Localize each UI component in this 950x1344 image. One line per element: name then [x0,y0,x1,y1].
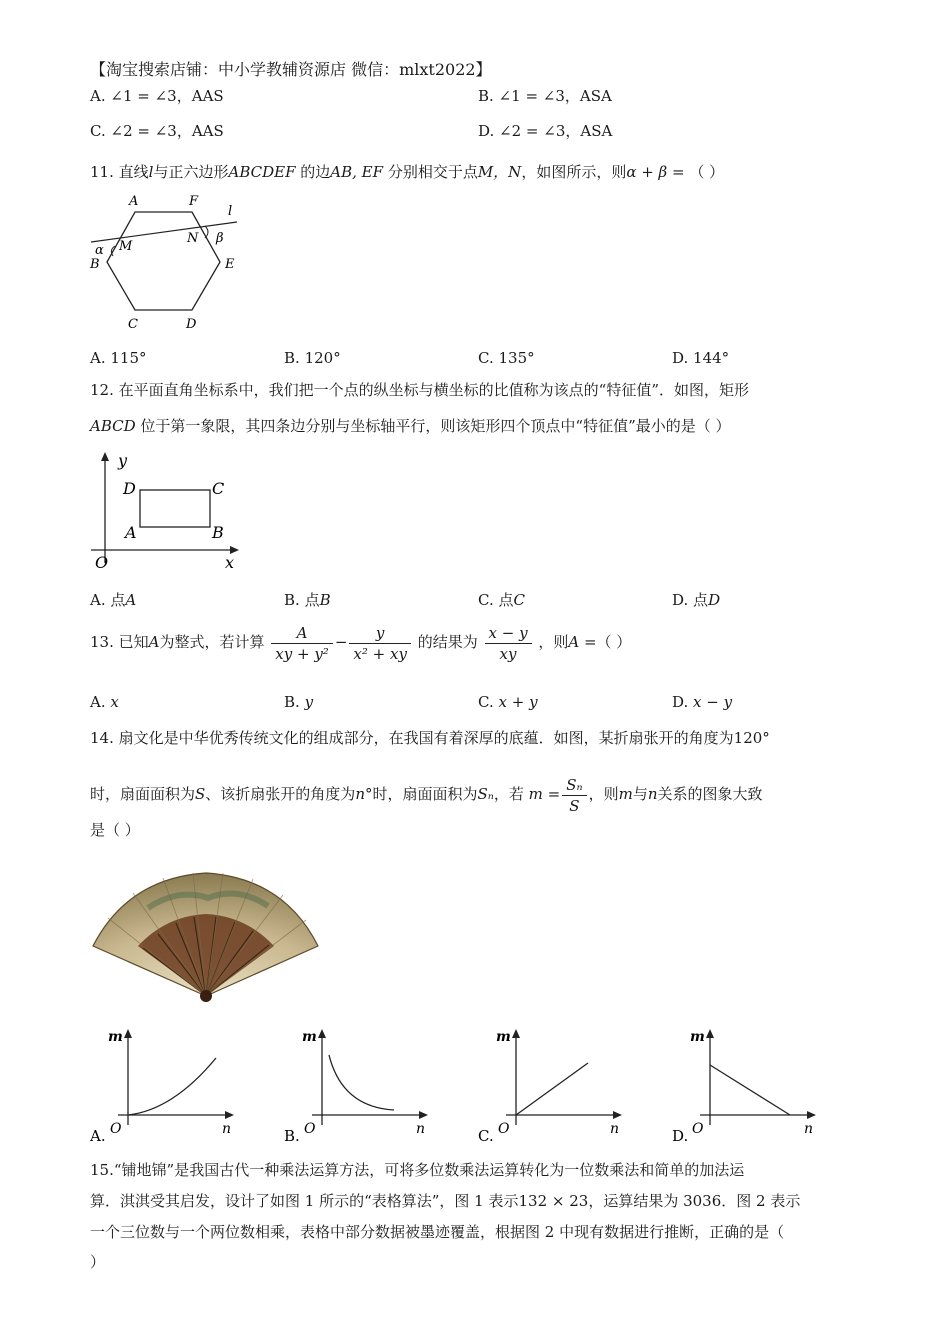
line-decreasing [710,1065,790,1115]
q12-option-c[interactable]: C. 点C [478,591,525,609]
q14-stem-line2: 时，扇面面积为S、该折扇张开的角度为n°时，扇面面积为Sₙ，若 m = $\frac{\text{Sₙ}}{S}$ ，则m与n关系的图象大致 [90,775,763,815]
svg-text:O: O [304,1121,316,1137]
q14-option-c-label: C. [478,1127,494,1145]
q14-stem-line3: 是（ ） [90,821,140,839]
q10-option-a[interactable]: A. ∠1 = ∠3，AAS [90,87,224,105]
label-beta: β [216,231,224,246]
label-alpha: α [95,243,104,258]
q14-graph-d[interactable] [670,1025,820,1145]
svg-text:n: n [804,1121,814,1137]
svg-text:m: m [496,1029,511,1045]
q11-stem: 11. 直线l与正六边形ABCDEF 的边AB, EF 分别相交于点M，N，如图所示，则α + β = （ ） [90,163,725,181]
q11-option-d[interactable]: D. 144° [672,349,730,367]
q10-option-c[interactable]: C. ∠2 = ∠3，AAS [90,122,224,140]
svg-text:n: n [222,1121,232,1137]
q13-stem: 13. 已知A为整式，若计算 $\frac{A}{\text{xy + y²}}$ − $\frac{y}{\text{x² + xy}}$ 的结果为 $\frac{x - y}{xy}$ ，则A =（ ） [90,623,632,663]
q11-option-b[interactable]: B. 120° [284,349,341,367]
label-A: A [129,194,139,209]
svg-text:n: n [416,1121,426,1137]
label-B: B [212,523,224,542]
label-A: A [125,523,137,542]
q15-stem-line3: 一个三位数与一个两位数相乘，表格中部分数据被墨迹覆盖，根据图 2 中现有数据进行推断，正确的是（ [90,1223,785,1241]
label-C: C [212,479,225,498]
q12-stem-line2: ABCD 位于第一象限，其四条边分别与坐标轴平行，则该矩形四个顶点中“特征值”最小的是（ ） [90,417,731,435]
q13-fraction-3: $\frac{x - y}{xy}$ [485,623,532,664]
label-l: l [228,204,233,219]
label-C: C [128,317,138,332]
label-x: x [225,553,235,572]
label-E: E [225,257,235,272]
q12-stem-line1: 12. 在平面直角坐标系中，我们把一个点的纵坐标与横坐标的比值称为该点的“特征值”．如图，矩形 [90,381,749,399]
q14-stem-line1: 14. 扇文化是中华优秀传统文化的组成部分，在我国有着深厚的底蕴．如图，某折扇张开的角度为120° [90,729,770,747]
q13-option-a[interactable]: A. x [90,693,119,711]
q13-option-c[interactable]: C. x + y [478,693,538,711]
q14-option-a-label: A. [90,1127,106,1145]
q10-option-d[interactable]: D. ∠2 = ∠3，ASA [478,122,613,140]
line-increasing [516,1063,588,1115]
label-D: D [186,317,197,332]
svg-text:O: O [498,1121,510,1137]
svg-text:m: m [108,1029,123,1045]
q12-option-b[interactable]: B. 点B [284,591,331,609]
svg-text:m: m [302,1029,317,1045]
q12-coordinate-figure [85,448,250,578]
q14-graph-b[interactable] [282,1025,432,1145]
q10-option-b[interactable]: B. ∠1 = ∠3，ASA [478,87,612,105]
curve-decreasing [329,1055,394,1110]
q11-option-c[interactable]: C. 135° [478,349,535,367]
q14-option-b-label: B. [284,1127,300,1145]
label-N: N [187,231,199,246]
q11-option-a[interactable]: A. 115° [90,349,147,367]
label-y: y [118,451,128,470]
q13-option-d[interactable]: D. x − y [672,693,733,711]
curve-convex-up [128,1058,216,1115]
svg-text:m: m [690,1029,705,1045]
svg-text:O: O [110,1121,122,1137]
q13-fraction-1: $\frac{A}{\text{xy + y²}}$ [271,623,333,664]
label-O: O [95,553,109,572]
q15-stem-line4: ） [90,1253,106,1271]
y-axis-arrow [101,452,109,461]
label-M: M [119,239,133,254]
fan-pivot [200,990,212,1002]
folding-fan-image [88,868,323,1008]
q11-hexagon-figure [85,190,250,335]
svg-text:n: n [610,1121,620,1137]
svg-text:O: O [692,1121,704,1137]
q15-stem-line2: 算．淇淇受其启发，设计了如图 1 所示的“表格算法”，图 1 表示132 × 23，运算结果为 3036．图 2 表示 [90,1192,801,1210]
q14-option-d-label: D. [672,1127,689,1145]
q14-graph-a[interactable] [88,1025,238,1145]
q15-stem-line1: 15.“铺地锦”是我国古代一种乘法运算方法，可将多位数乘法运算转化为一位数乘法和简单的加法运 [90,1161,745,1179]
q14-fraction: $\frac{\text{Sₙ}}{S}$ [562,775,586,816]
q13-option-b[interactable]: B. y [284,693,314,711]
q14-graph-c[interactable] [476,1025,626,1145]
label-F: F [189,194,199,209]
label-B: B [90,257,100,272]
q13-fraction-2: $\frac{y}{\text{x² + xy}}$ [349,623,411,664]
q12-option-d[interactable]: D. 点D [672,591,721,609]
q12-option-a[interactable]: A. 点A [90,591,137,609]
rectangle-abcd [140,490,210,527]
watermark-header: 【淘宝搜索店铺：中小学教辅资源店 微信：mlxt2022】 [90,60,492,79]
label-D: D [123,479,136,498]
